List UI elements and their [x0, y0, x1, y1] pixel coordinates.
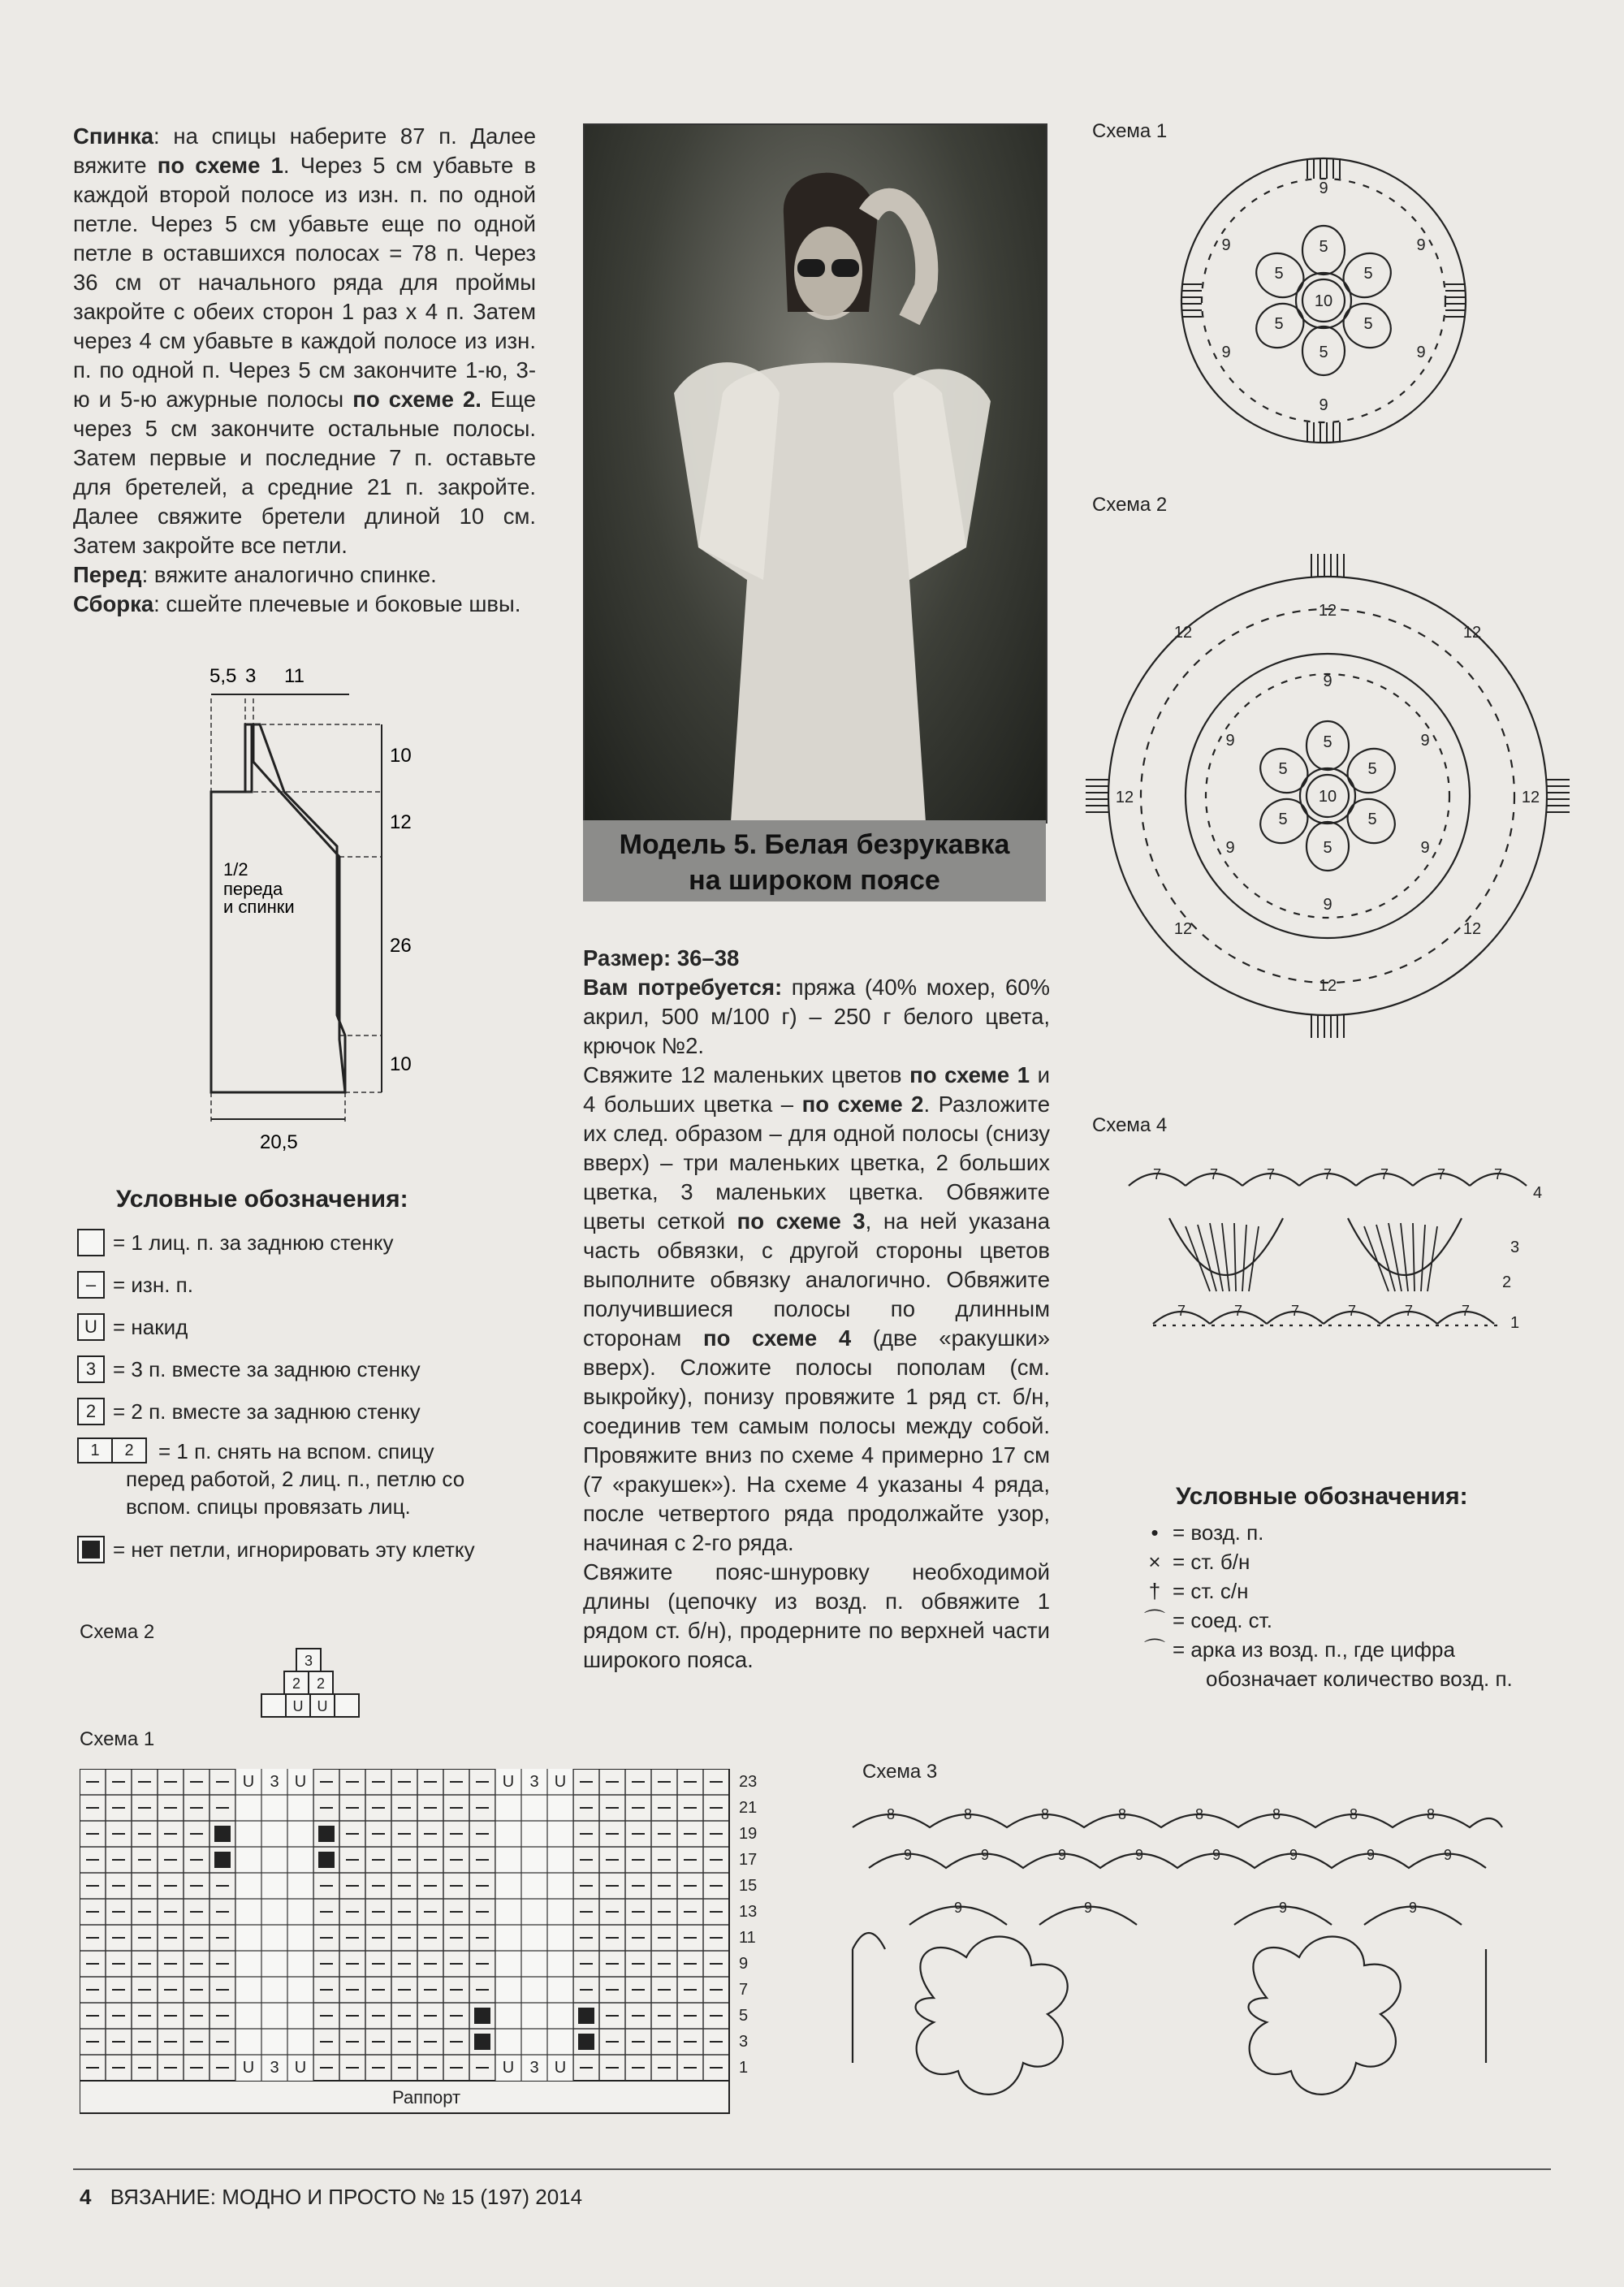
s4-row-4: 4 — [1533, 1184, 1543, 1202]
svg-text:U: U — [502, 1773, 515, 1791]
schema4-title: Схема 4 — [1092, 1114, 1168, 1136]
legend-right — [1137, 1482, 1592, 1693]
row-number: 17 — [739, 1851, 758, 1869]
back-scheme-ref-2: по схеме 2. — [352, 387, 482, 412]
schema1-flower-title: Схема 1 — [1092, 120, 1168, 142]
svg-text:8: 8 — [1272, 1806, 1281, 1822]
row-number: 9 — [739, 1955, 749, 1973]
svg-text:U: U — [317, 1698, 328, 1714]
back-scheme-ref-1: по схеме 1 — [157, 153, 283, 178]
legend-chain-text: = возд. п. — [1173, 1520, 1264, 1545]
cable-text-3: вспом. спицы провязать лиц. — [126, 1494, 411, 1519]
instr-ref-1: по схеме 1 — [909, 1062, 1030, 1087]
legend-item-yarnover — [77, 1306, 564, 1348]
page-number: 4 — [80, 2185, 92, 2209]
row-number: 11 — [739, 1929, 756, 1947]
svg-text:12: 12 — [1521, 789, 1540, 806]
svg-text:9: 9 — [953, 1900, 963, 1916]
svg-text:5: 5 — [1323, 733, 1332, 751]
instr-c: и 4 больших цветка – — [583, 1062, 1050, 1117]
svg-text:9: 9 — [1221, 344, 1231, 361]
svg-text:8: 8 — [1426, 1806, 1436, 1822]
schema3-title: Схема 3 — [862, 1761, 938, 1783]
legend-item-k2tog — [77, 1390, 564, 1433]
legend-left — [77, 1186, 564, 1571]
legend-item-text: = 1 лиц. п. за заднюю стенку — [113, 1230, 394, 1255]
dim-bottom: 20,5 — [260, 1131, 298, 1153]
legend-arch-text: = арка из возд. п., где цифра — [1173, 1637, 1455, 1662]
row-number: 3 — [739, 2033, 749, 2051]
dim-top-2: 3 — [245, 665, 257, 687]
materials-label: Вам потребуется: — [583, 975, 783, 1000]
k2tog-symbol-icon: 2 — [77, 1398, 105, 1425]
schema2-small-title: Схема 2 — [80, 1621, 155, 1643]
svg-text:7: 7 — [1493, 1166, 1503, 1182]
row-number: 1 — [739, 2059, 749, 2077]
double-crochet-icon: † — [1148, 1579, 1161, 1603]
svg-text:U: U — [554, 1773, 567, 1791]
dim-top-3: 11 — [284, 665, 304, 687]
svg-text:9: 9 — [1289, 1847, 1298, 1863]
dim-right-3: 26 — [390, 935, 412, 957]
legend-item-text: = изн. п. — [113, 1272, 193, 1297]
svg-text:9: 9 — [1323, 896, 1332, 914]
slip-stitch-icon: ⌒ — [1143, 1608, 1165, 1632]
legend-item-k3tog — [77, 1348, 564, 1390]
svg-text:5: 5 — [1367, 760, 1377, 778]
purl-symbol-icon: – — [77, 1271, 105, 1299]
svg-text:7: 7 — [1404, 1303, 1414, 1319]
svg-text:9: 9 — [1416, 236, 1426, 254]
schema2-flower-title: Схема 2 — [1092, 494, 1168, 516]
svg-text:12: 12 — [1318, 977, 1337, 995]
svg-text:9: 9 — [1443, 1847, 1453, 1863]
legend-chain — [1137, 1518, 1592, 1547]
rapport-label: Раппорт — [392, 2087, 461, 2108]
front-label: Перед — [73, 562, 142, 587]
caption-line-2: на широком поясе — [689, 865, 940, 896]
svg-text:3: 3 — [304, 1653, 313, 1669]
back-text-c: . Через 5 см убавьте в каждой второй полосе из изн. п. по одной петле. Через 5 см убавьте еще по одной петле в оставшихся полосах = 78 п. Через 36 см от начального ряда для проймы закройте с обеих сторон 1 раз x 4 п. Затем через 4 см убавьте в каждой полосе из изн. п. по одной п. Через 5 см закончите 1-ю, 3-ю и 5-ю ажурные полосы — [73, 153, 537, 412]
legend-arch-cont: обозначает количество возд. п. — [1206, 1667, 1513, 1691]
svg-text:9: 9 — [1278, 1900, 1288, 1916]
svg-text:8: 8 — [886, 1806, 896, 1822]
svg-text:9: 9 — [980, 1847, 990, 1863]
row-number: 15 — [739, 1877, 758, 1895]
back-instructions — [73, 122, 536, 619]
svg-text:7: 7 — [1380, 1166, 1389, 1182]
svg-text:5: 5 — [1278, 760, 1288, 778]
svg-text:2: 2 — [316, 1675, 326, 1692]
svg-text:5: 5 — [1367, 811, 1377, 828]
svg-text:9: 9 — [1057, 1847, 1067, 1863]
svg-text:U: U — [502, 2059, 515, 2077]
legend-right-title: Условные обозначения: — [1176, 1483, 1468, 1510]
dim-top-1: 5,5 — [209, 665, 237, 687]
front-text: : вяжите аналогично спинке. — [141, 562, 437, 587]
schema1-small-flower — [1153, 130, 1494, 471]
svg-text:12: 12 — [1173, 624, 1193, 642]
chain-arch-icon: ⌒ — [1143, 1637, 1165, 1662]
legend-left-title: Условные обозначения: — [116, 1186, 408, 1213]
svg-text:9: 9 — [1323, 672, 1332, 690]
svg-text:9: 9 — [1408, 1900, 1418, 1916]
svg-text:9: 9 — [1134, 1847, 1144, 1863]
s4-row-1: 1 — [1510, 1314, 1520, 1332]
svg-text:U: U — [242, 2059, 255, 2077]
legend-item-noloop — [77, 1528, 564, 1571]
cable-symbol-icon — [77, 1437, 147, 1462]
back-text-a: : на спицы наберите 87 п. Далее вяжите — [73, 123, 536, 178]
legend-item-purl — [77, 1264, 564, 1306]
svg-text:U: U — [554, 2059, 567, 2077]
svg-text:7: 7 — [1347, 1303, 1357, 1319]
legend-item-text: = 2 п. вместе за заднюю стенку — [113, 1399, 421, 1424]
svg-text:10: 10 — [1314, 292, 1333, 310]
row-number: 23 — [739, 1773, 758, 1791]
model-figure-illustration — [585, 125, 1046, 822]
svg-text:5: 5 — [1274, 265, 1284, 283]
legend-sc-text: = ст. б/н — [1173, 1550, 1250, 1574]
footer-rule — [73, 2168, 1551, 2170]
svg-text:7: 7 — [1461, 1303, 1471, 1319]
svg-text:5: 5 — [1363, 315, 1373, 333]
back-label: Спинка — [73, 123, 154, 149]
svg-text:9: 9 — [1420, 839, 1430, 857]
svg-text:3: 3 — [529, 2059, 539, 2077]
cable-symbol-part-1: 1 — [77, 1437, 113, 1463]
svg-text:9: 9 — [1319, 396, 1328, 414]
svg-text:5: 5 — [1319, 238, 1328, 256]
instr-a: Свяжите 12 маленьких цветов — [583, 1062, 910, 1087]
legend-item-knit — [77, 1221, 564, 1264]
back-text-e: Еще через 5 см закончите остальные полосы. Затем первые и последние 7 п. оставьте для бретелей, а средние 21 п. закройте. Далее свяжите бретели длиной 10 см. Затем закройте все петли. — [73, 387, 537, 558]
cable-text-2: перед работой, 2 лиц. п., петлю со — [126, 1467, 465, 1491]
svg-text:3: 3 — [529, 1773, 539, 1791]
svg-text:U: U — [294, 2059, 307, 2077]
svg-text:7: 7 — [1436, 1166, 1446, 1182]
cable-symbol-part-2: 2 — [113, 1437, 147, 1463]
svg-text:9: 9 — [1366, 1847, 1376, 1863]
svg-text:12: 12 — [1462, 624, 1482, 642]
svg-text:5: 5 — [1323, 839, 1332, 857]
svg-text:U: U — [292, 1698, 304, 1714]
schema2-large-flower — [1076, 536, 1579, 1056]
row-number: 19 — [739, 1825, 758, 1843]
chain-stitch-icon: • — [1151, 1520, 1159, 1545]
svg-text:8: 8 — [1349, 1806, 1358, 1822]
legend-dc — [1137, 1576, 1592, 1606]
instr-ref-2: по схеме 2 — [801, 1092, 924, 1117]
svg-text:5: 5 — [1363, 265, 1373, 283]
svg-text:7: 7 — [1177, 1303, 1186, 1319]
assembly-label: Сборка — [73, 591, 154, 616]
svg-text:9: 9 — [1225, 839, 1235, 857]
no-stitch-icon — [77, 1536, 105, 1563]
svg-text:9: 9 — [1221, 236, 1231, 254]
svg-text:U: U — [242, 1773, 255, 1791]
svg-text:7: 7 — [1266, 1166, 1276, 1182]
svg-text:10: 10 — [1318, 788, 1337, 806]
s4-row-3: 3 — [1510, 1239, 1520, 1256]
legend-sc — [1137, 1547, 1592, 1576]
schema4-shell-chart — [1121, 1161, 1543, 1340]
piece-label-2: переда — [223, 879, 283, 899]
dim-right-4: 10 — [390, 1053, 412, 1075]
garment-schematic — [195, 658, 438, 1153]
legend-item-text: = 3 п. вместе за заднюю стенку — [113, 1356, 421, 1381]
instr-i: (две «ракушки» вверх). Сложите полосы пополам (см. выкройку), понизу провяжите 1 ряд ст. б/н, соединив тем самым полосы между собой. Провяжите вниз по схеме 4 примерно 17 см (7 «ракушек»). На схеме 4 указаны 4 ряда, после четвертого ряда продолжайте узор, начиная с 2-го ряда. — [583, 1325, 1050, 1555]
svg-text:12: 12 — [1318, 602, 1337, 620]
legend-item-cable — [77, 1437, 564, 1520]
legend-dc-text: = ст. с/н — [1173, 1579, 1249, 1603]
svg-text:12: 12 — [1115, 789, 1134, 806]
schema1-grid-chart — [80, 1769, 786, 2134]
model-photo — [583, 123, 1047, 824]
k3tog-symbol-icon: 3 — [77, 1355, 105, 1383]
svg-text:U: U — [294, 1773, 307, 1791]
svg-text:12: 12 — [1462, 920, 1482, 938]
s4-row-2: 2 — [1502, 1273, 1512, 1291]
svg-text:3: 3 — [270, 1773, 279, 1791]
svg-text:12: 12 — [1173, 920, 1193, 938]
row-number: 7 — [739, 1981, 749, 1999]
row-number: 13 — [739, 1903, 758, 1921]
schema3-mesh-chart — [836, 1795, 1535, 2136]
piece-label-1: 1/2 — [223, 859, 248, 880]
svg-text:9: 9 — [1416, 344, 1426, 361]
svg-text:7: 7 — [1323, 1166, 1332, 1182]
svg-text:5: 5 — [1278, 811, 1288, 828]
svg-text:9: 9 — [903, 1847, 913, 1863]
schema1-grid-title: Схема 1 — [80, 1728, 155, 1750]
legend-slip-text: = соед. ст. — [1173, 1608, 1272, 1632]
svg-text:7: 7 — [1233, 1303, 1243, 1319]
dim-right-1: 10 — [390, 745, 412, 767]
instr-e: . Разложите их след. образом – для одной полосы (снизу вверх) – три маленьких цветка, 2 больших цветка, 3 маленьких цветка. Обвяжите цветы сеткой — [583, 1092, 1050, 1234]
legend-item-text: = нет петли, игнорировать эту клетку — [113, 1537, 475, 1562]
svg-text:2: 2 — [292, 1675, 301, 1692]
magazine-title: ВЯЗАНИЕ: МОДНО И ПРОСТО № 15 (197) 2014 — [110, 2185, 583, 2209]
svg-text:9: 9 — [1319, 179, 1328, 197]
piece-label-3: и спинки — [223, 897, 295, 917]
legend-arch — [1137, 1635, 1592, 1664]
assembly-text: : сшейте плечевые и боковые швы. — [153, 591, 521, 616]
svg-text:9: 9 — [1083, 1900, 1093, 1916]
knit-symbol-icon — [77, 1229, 105, 1256]
svg-text:8: 8 — [1194, 1806, 1204, 1822]
svg-text:7: 7 — [1290, 1303, 1300, 1319]
single-crochet-icon: × — [1148, 1550, 1161, 1574]
photo-caption — [583, 820, 1046, 901]
svg-text:7: 7 — [1209, 1166, 1219, 1182]
row-number: 21 — [739, 1799, 758, 1817]
svg-text:5: 5 — [1274, 315, 1284, 333]
yarnover-symbol-icon: U — [77, 1313, 105, 1341]
svg-text:9: 9 — [1212, 1847, 1221, 1863]
materials-text: пряжа (40% мохер, 60% акрил, 500 м/100 г) – 250 г белого цвета, крючок №2. — [583, 975, 1050, 1058]
instr-ref-3: по схеме 3 — [736, 1208, 866, 1234]
svg-text:9: 9 — [1420, 732, 1430, 750]
svg-text:8: 8 — [1040, 1806, 1050, 1822]
svg-text:5: 5 — [1319, 344, 1328, 361]
svg-text:8: 8 — [963, 1806, 973, 1822]
dim-right-2: 12 — [390, 811, 412, 833]
belt-instructions: Свяжите пояс-шнуровку необходимой длины (цепочку из возд. п. обвяжите 1 рядом ст. б/н), продерните по верхней части широкого пояса. — [583, 1559, 1050, 1672]
caption-line-1: Модель 5. Белая безрукавка — [619, 829, 1010, 860]
svg-text:8: 8 — [1117, 1806, 1127, 1822]
schema2-small-chart — [260, 1647, 374, 1728]
size-label: Размер: 36–38 — [583, 945, 740, 971]
legend-item-text: = накид — [113, 1314, 188, 1339]
svg-text:9: 9 — [1225, 732, 1235, 750]
instr-ref-4: по схеме 4 — [702, 1325, 852, 1351]
row-number: 5 — [739, 2007, 749, 2025]
svg-text:7: 7 — [1152, 1166, 1162, 1182]
legend-slip — [1137, 1606, 1592, 1635]
footer — [80, 2185, 582, 2210]
instr-g: , на ней указана часть обвязки, с другой стороны цветов выполните обвязку аналогично. Обвяжите получившиеся полосы по длинным сторонам — [583, 1208, 1051, 1351]
svg-text:3: 3 — [270, 2059, 279, 2077]
model-instructions — [583, 944, 1050, 1675]
cable-text-1: = 1 п. снять на вспом. спицу — [158, 1439, 434, 1463]
